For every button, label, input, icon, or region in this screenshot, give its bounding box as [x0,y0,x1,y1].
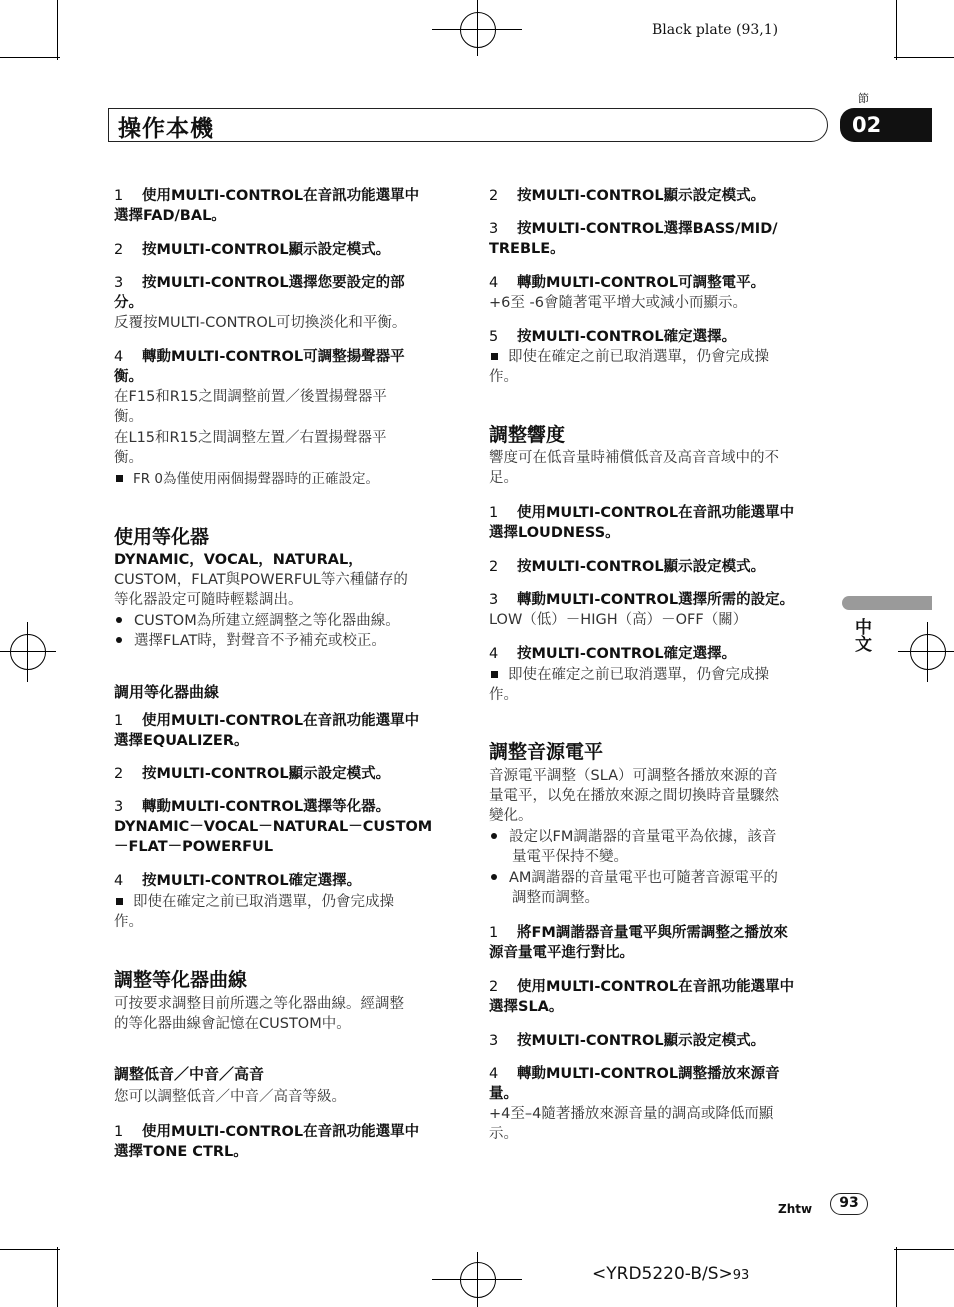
step-number: 1 [114,188,124,204]
step-number: 2 [114,766,124,782]
step-heading [489,923,788,943]
bullet-item [114,611,400,631]
step-text: 轉動MULTI-CONTROL選擇所需的設定。 [517,592,795,608]
step-heading [489,590,794,610]
step-number: 2 [489,559,499,575]
note-text: 作。 [114,914,143,930]
step-number: 4 [489,646,499,662]
step-number: 2 [114,242,124,258]
note [114,892,394,912]
section-number-badge: 02 [840,108,932,142]
step-number: 4 [114,349,124,365]
intro-text: 等化器設定可隨時輕鬆調出。 [114,592,303,608]
step-heading [114,273,405,293]
step-text: 轉動MULTI-CONTROL可調整電平。 [517,275,766,291]
step-number: 3 [489,592,499,608]
crop-mark [894,1249,954,1250]
step-number: 4 [114,873,124,889]
step-text: 使用MULTI-CONTROL在音訊功能選單中 [517,505,795,521]
square-bullet-icon [116,898,123,905]
step-heading [489,644,736,664]
step-text: 轉動MULTI-CONTROL可調整揚聲器平 [142,349,405,365]
step-heading [489,557,765,577]
step-text: 按MULTI-CONTROL顯示設定模式。 [517,1033,766,1049]
section-heading: 調整等化器曲線 [114,969,248,991]
step-heading [489,1031,765,1051]
subsection-heading: 調用等化器曲線 [114,683,220,701]
subsection-heading: 調整低音／中音／高音 [114,1065,265,1083]
step-number: 1 [489,505,499,521]
plate-label: Black plate (93,1) [652,22,779,38]
step-number: 3 [489,221,499,237]
note-text: 即使在確定之前已取消選單，仍會完成操 [133,894,394,910]
bullet-text: 選擇FLAT時，對聲音不予補充或校正。 [134,633,386,649]
crop-mark [0,57,60,58]
step-heading [489,186,765,206]
step-text: 按MULTI-CONTROL顯示設定模式。 [517,559,766,575]
bullet-icon [116,617,122,623]
step-number: 1 [489,925,499,941]
bullet-icon [491,874,497,880]
body-text: 音源電平調整（SLA）可調整各播放來源的音 [489,768,778,784]
step-text: 按MULTI-CONTROL顯示設定模式。 [517,188,766,204]
note [489,665,769,685]
note [114,469,379,489]
step-text: 按MULTI-CONTROL顯示設定模式。 [142,242,391,258]
step-heading [489,503,794,523]
step-number: 2 [489,979,499,995]
body-text: 的等化器曲線會記憶在CUSTOM中。 [114,1016,351,1032]
step-heading-cont: 選擇SLA。 [489,999,564,1015]
step-body: 衡。 [114,450,143,466]
step-heading [114,347,405,367]
step-heading [114,797,390,817]
step-text: 轉動MULTI-CONTROL調整播放來源音 [517,1066,780,1082]
step-number: 4 [489,1066,499,1082]
step-number: 3 [114,799,124,815]
language-label: 中文 [851,618,871,652]
step-heading-cont: 選擇LOUDNESS。 [489,525,620,541]
document-code [592,1264,749,1284]
step-body: LOW（低）－HIGH（高）－OFF（關） [489,612,748,628]
section-heading: 調整響度 [489,424,566,446]
step-text: 使用MULTI-CONTROL在音訊功能選單中 [142,1124,420,1140]
step-heading [489,273,765,293]
step-text: 按MULTI-CONTROL確定選擇。 [517,329,737,345]
note [489,347,769,367]
document-code-main: <YRD5220-B/S> [592,1264,733,1284]
square-bullet-icon [491,671,498,678]
body-text: 量電平，以免在播放來源之間切換時音量驟然 [489,788,779,804]
page-number: 93 [830,1193,868,1215]
step-text: 使用MULTI-CONTROL在音訊功能選單中 [142,713,420,729]
header-bar [108,108,828,142]
crop-mark [57,0,58,60]
bullet-text: CUSTOM為所建立經調整之等化器曲線。 [134,613,400,629]
crop-mark [894,57,954,58]
step-heading [114,240,390,260]
step-text: 按MULTI-CONTROL選擇您要設定的部 [142,275,405,291]
body-text: 足。 [489,470,518,486]
note-text: FR 0為僅使用兩個揚聲器時的正確設定。 [133,471,380,487]
step-text: 按MULTI-CONTROL確定選擇。 [517,646,737,662]
step-number: 4 [489,275,499,291]
step-text: 按MULTI-CONTROL顯示設定模式。 [142,766,391,782]
section-heading: 使用等化器 [114,526,210,548]
step-body: DYNAMIC－VOCAL－NATURAL－CUSTOM [114,819,433,835]
section-label: 節 [858,92,869,105]
step-body: 在L15和R15之間調整左置／右置揚聲器平 [114,430,387,446]
step-heading [114,711,419,731]
step-number: 1 [114,713,124,729]
step-body: －FLAT－POWERFUL [114,839,274,855]
step-heading [114,1122,419,1142]
step-text: 轉動MULTI-CONTROL選擇等化器。 [142,799,391,815]
step-heading-cont: 選擇FAD/BAL。 [114,208,226,224]
square-bullet-icon [116,475,123,482]
note-text: 作。 [489,369,518,385]
body-text: 可按要求調整目前所選之等化器曲線。經調整 [114,996,404,1012]
bullet-item [114,631,386,651]
body-text: 變化。 [489,808,533,824]
step-number: 5 [489,329,499,345]
note-text: 即使在確定之前已取消選單，仍會完成操 [508,349,769,365]
step-heading-cont: TREBLE。 [489,241,565,257]
step-heading-cont: 源音量電平進行對比。 [489,945,634,961]
note-text: 即使在確定之前已取消選單，仍會完成操 [508,667,769,683]
crop-mark [896,1247,897,1307]
step-body: 衡。 [114,409,143,425]
step-body: +6至 -6會隨著電平增大或減小而顯示。 [489,295,747,311]
note-text: 作。 [489,687,518,703]
step-heading [114,764,390,784]
step-heading [114,186,419,206]
step-text: 按MULTI-CONTROL確定選擇。 [142,873,362,889]
document-code-number: 93 [732,1268,750,1283]
page-title: 操作本機 [118,116,214,142]
crop-mark [0,1249,60,1250]
step-body: 示。 [489,1126,518,1142]
footer-language: Zhtw [778,1202,813,1216]
step-heading [114,871,361,891]
step-number: 1 [114,1124,124,1140]
square-bullet-icon [491,353,498,360]
bullet-icon [491,833,497,839]
crop-mark [57,1247,58,1307]
body-text: 您可以調整低音／中音／高音等級。 [114,1089,346,1105]
step-body: +4至–4隨著播放來源音量的調高或降低而顯 [489,1106,774,1122]
step-number: 3 [489,1033,499,1049]
step-body: 反覆按MULTI-CONTROL可切換淡化和平衡。 [114,315,407,331]
step-heading-cont: 衡。 [114,369,143,385]
bullet-text: 量電平保持不變。 [512,849,628,865]
step-heading-cont: 選擇TONE CTRL。 [114,1144,248,1160]
step-heading [489,977,794,997]
bullet-text: 設定以FM調諧器的音量電平為依據，該音 [509,829,777,845]
step-text: 將FM調諧器音量電平與所需調整之播放來 [517,925,788,941]
step-number: 3 [114,275,124,291]
step-number: 2 [489,188,499,204]
step-heading-cont: 量。 [489,1086,518,1102]
bullet-text: 調整而調整。 [512,890,599,906]
step-heading [489,1064,780,1084]
bullet-item [489,868,778,888]
intro-text: DYNAMIC，VOCAL，NATURAL， [114,552,363,568]
step-heading [489,327,736,347]
step-heading-cont: 分。 [114,295,143,311]
step-body: 在F15和R15之間調整前置／後置揚聲器平 [114,389,387,405]
language-tab [842,596,932,610]
bullet-text: AM調諧器的音量電平也可隨著音源電平的 [509,870,778,886]
section-heading: 調整音源電平 [489,741,604,763]
step-text: 使用MULTI-CONTROL在音訊功能選單中 [517,979,795,995]
step-text: 按MULTI-CONTROL選擇BASS/MID/ [517,221,778,237]
step-heading [489,219,778,239]
intro-text: CUSTOM，FLAT與POWERFUL等六種儲存的 [114,572,408,588]
step-heading-cont: 選擇EQUALIZER。 [114,733,249,749]
body-text: 響度可在低音量時補償低音及高音音域中的不 [489,450,779,466]
bullet-icon [116,637,122,643]
crop-mark [896,0,897,60]
bullet-item [489,827,776,847]
step-text: 使用MULTI-CONTROL在音訊功能選單中 [142,188,420,204]
